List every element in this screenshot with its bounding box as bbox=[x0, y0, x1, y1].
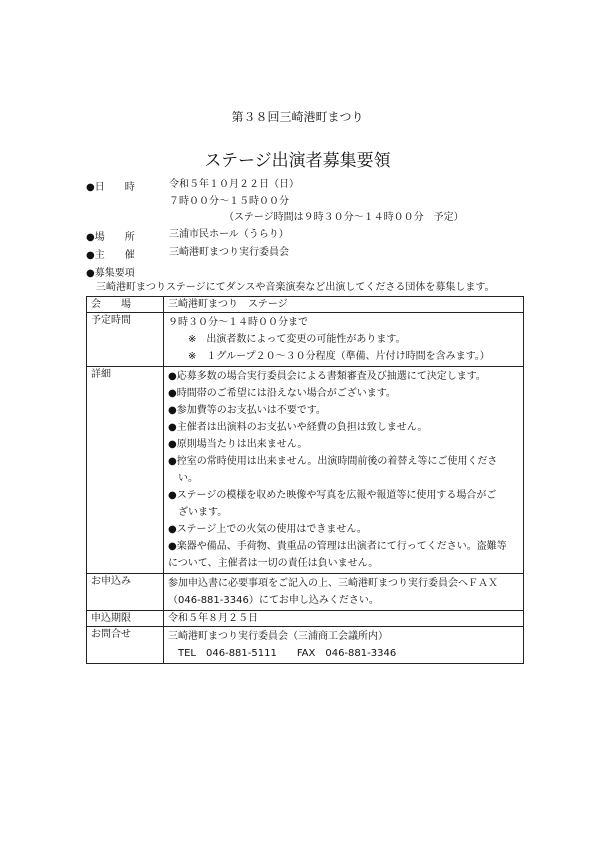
row-label-contact: お問合せ bbox=[87, 627, 164, 664]
table-row bbox=[87, 574, 524, 611]
row-value-contact: 三崎港町まつり実行委員会（三浦商工会議所内） TEL 046-881-5111 FAX 046-881-3346 bbox=[164, 627, 524, 664]
recruit-heading: ●募集要項 bbox=[86, 268, 135, 279]
row-value-venue: 三崎港町まつり ステージ bbox=[164, 297, 524, 313]
row-value-deadline: 令和５年８月２５日 bbox=[164, 611, 524, 627]
requirements-table bbox=[86, 296, 524, 664]
row-label-details: 詳細 bbox=[87, 367, 164, 574]
row-label-venue: 会 場 bbox=[87, 297, 164, 313]
info-value-organizer: 三崎港町まつり実行委員会 bbox=[169, 247, 289, 258]
info-value-time: ７時００分～１５時００分 bbox=[169, 196, 289, 207]
table-row bbox=[87, 627, 524, 664]
row-value-details: ●応募多数の場合実行委員会による書類審査及び抽選にて決定します。 ●時間帯のご希望には沿えない場合がございます。 ●参加費等のお支払いは不要です。 ●主催者は出演料のお支払いや経費の負担は致しません。 ●原則場当たりは出来ません。 ●控室の常時使用は出来ません。出演時間前後の着替え等にご使用くださ い。 ●ステージの模様を収めた映像や写真を広報や報道等に使用する場合がご ざいます。 ●ステージ上での火気の使用はできません。 ●楽器や備品、手荷物、貴重品の管理は出演者にて行ってください。盗難等 について、主催者は一切の責任は負いません。 bbox=[164, 367, 524, 574]
info-label-organizer: ●主 催 bbox=[86, 250, 135, 261]
row-value-schedule: ９時３０分～１４時００分まで ※ 出演者数によって変更の可能性があります。 ※ １グループ２０～３０分程度（準備、片付け時間を含みます。） bbox=[164, 313, 524, 367]
table-row bbox=[87, 297, 524, 313]
info-value-place: 三浦市民ホール（うらり） bbox=[169, 229, 289, 240]
info-value-stage-time: （ステージ時間は９時３０分～１４時００分 予定） bbox=[224, 212, 464, 223]
festival-header: 第３８回三崎港町まつり bbox=[231, 110, 364, 124]
row-value-apply: 参加申込書に必要事項をご記入の上、三崎港町まつり実行委員会へＦＡＸ （046-881-3346）にてお申し込みください。 bbox=[164, 574, 524, 611]
page-title: ステージ出演者募集要領 bbox=[204, 151, 391, 171]
table-row bbox=[87, 611, 524, 627]
info-label-place: ●場 所 bbox=[86, 232, 135, 243]
info-label-datetime: ●日 時 bbox=[86, 182, 135, 193]
row-label-apply: お申込み bbox=[87, 574, 164, 611]
table-row bbox=[87, 367, 524, 574]
info-value-date: 令和５年１０月２２日（日） bbox=[169, 179, 299, 190]
row-label-schedule: 予定時間 bbox=[87, 313, 164, 367]
table-row bbox=[87, 313, 524, 367]
row-label-deadline: 申込期限 bbox=[87, 611, 164, 627]
recruit-intro: 三崎港町まつりステージにてダンスや音楽演奏など出演してくださる団体を募集します。 bbox=[96, 282, 495, 293]
